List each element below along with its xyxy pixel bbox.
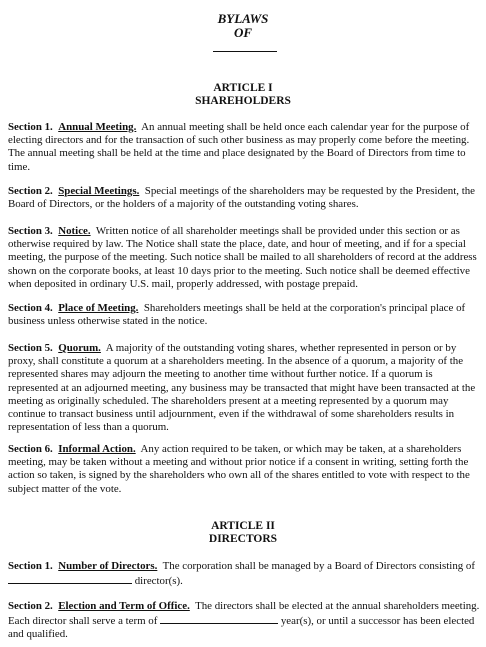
section-number: Section 6.: [8, 443, 53, 455]
article-1-section-6: [8, 443, 480, 496]
article-1-section-1: [8, 121, 480, 174]
section-text: Any action required to be taken, or which may be taken, at a shareholders meeting, may be taken without a meeting and without prior notice if a consent in writing, setting forth the action so taken, is signed by the shareholders who own all of the shares entitled to vote with respect to the subject matter of the vote.: [8, 443, 470, 495]
section-name: Quorum.: [58, 342, 101, 354]
section-name: Special Meetings.: [58, 185, 140, 197]
section-text-end: year(s), or until a successor has been elected and qualified.: [8, 615, 475, 641]
section-name: Annual Meeting.: [58, 121, 137, 133]
article-1-section-2: [8, 185, 480, 211]
section-number: Section 5.: [8, 342, 53, 354]
section-name: Informal Action.: [58, 443, 136, 455]
article-2-section-2: [8, 600, 480, 642]
section-number: Section 3.: [8, 225, 53, 237]
section-text: Special meetings of the shareholders may be requested by the President, the Board of Directors, or the holders of a majority of the outstanding voting shares.: [8, 185, 476, 211]
company-name-blank: [213, 51, 277, 52]
article-2-subheading: DIRECTORS: [208, 533, 278, 545]
section-number: Section 2.: [8, 600, 53, 612]
article-1-subheading: SHAREHOLDERS: [195, 95, 291, 107]
document-title: BYLAWS: [217, 11, 269, 26]
article-1-section-5: [8, 342, 480, 434]
article-1-section-3: [8, 225, 480, 291]
section-text: Shareholders meetings shall be held at the corporation's principal place of business unless otherwise stated in the notice.: [8, 302, 466, 328]
section-text: An annual meeting shall be held once each calendar year for the purpose of electing directors and for the transaction of such other business as may properly come before the meeting. The annual meeting shall be held at the time and place designated by the Board of Directors from time to time.: [8, 121, 470, 173]
section-text: The corporation shall be managed by a Board of Directors consisting of: [162, 560, 476, 572]
section-text: The directors shall be elected at the annual shareholders meeting. Each director shall serve a term of: [8, 600, 480, 628]
article-1-heading: ARTICLE I: [213, 82, 273, 94]
article-1-section-4: [8, 302, 480, 328]
number-of-directors-blank[interactable]: [8, 573, 132, 584]
section-name: Number of Directors.: [58, 560, 158, 572]
document-title-of: OF: [233, 25, 253, 40]
section-number: Section 1.: [8, 560, 53, 572]
section-number: Section 4.: [8, 302, 53, 314]
section-name: Place of Meeting.: [58, 302, 139, 314]
article-2-section-1: [8, 560, 480, 588]
section-text-end: director(s).: [134, 575, 183, 588]
section-text: A majority of the outstanding voting shares, whether represented in person or by proxy, shall constitute a quorum at a shareholders meeting. In the absence of a quorum, a majority of the represented shares may adjourn the meeting to another time without further notice. If a quorum is represented at an adjourned meeting, any business may be transacted that might have been transacted at the meeting as originally scheduled. The shareholders present at a meeting represented by a quorum may continue to transact business until adjournment, even if the withdrawal of some shareholders results in representation of less than a quorum.: [8, 342, 476, 434]
section-name: Notice.: [58, 225, 91, 237]
term-years-blank[interactable]: [160, 613, 278, 624]
section-number: Section 1.: [8, 121, 53, 133]
article-2-heading: ARTICLE II: [211, 520, 275, 532]
section-name: Election and Term of Office.: [58, 600, 190, 612]
section-text: Written notice of all shareholder meetings shall be provided under this section or as otherwise required by law. The Notice shall state the place, date, and hour of meeting, and if for a special meeting, the purpose of the meeting. Such notice shall be mailed to all shareholders of record at the address shown on the corporate books, at least 10 days prior to the meeting. Such notice shall be deemed effective when deposited in ordinary U.S. mail, properly addressed, with postage prepaid.: [8, 225, 477, 290]
section-number: Section 2.: [8, 185, 53, 197]
